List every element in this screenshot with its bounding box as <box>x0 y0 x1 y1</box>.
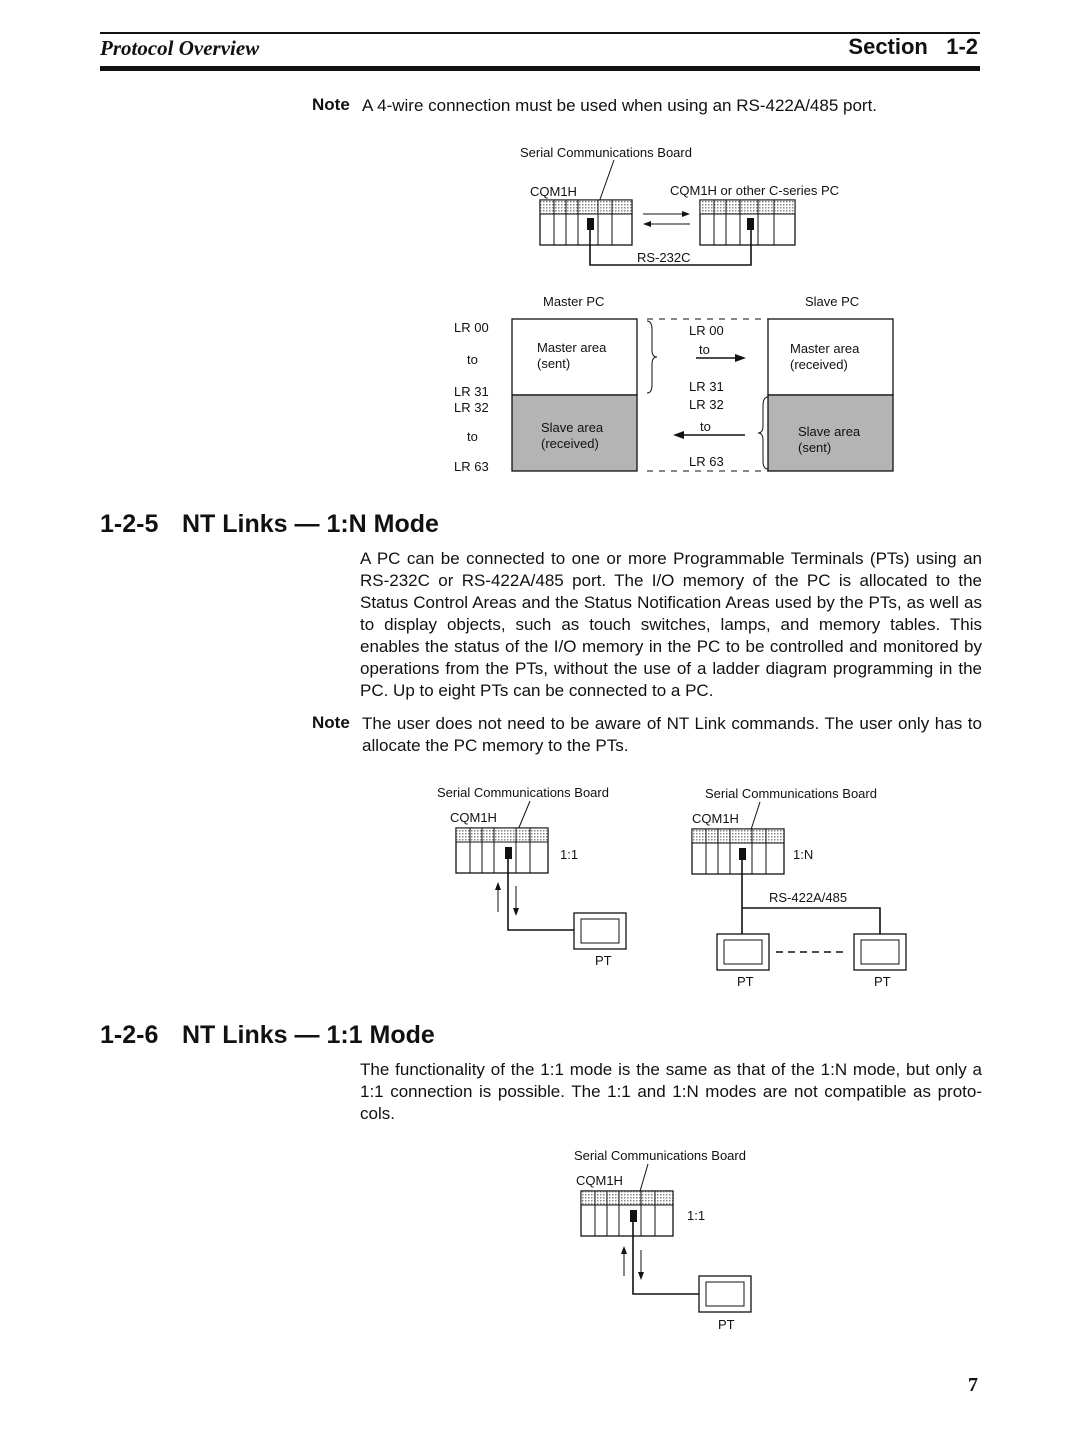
section-125-heading <box>100 510 439 539</box>
section-125-number: 1-2-5 <box>100 510 159 538</box>
fig2-cqm1h-right-icon <box>692 829 784 874</box>
fig2-pt-left-icon <box>574 913 626 949</box>
slave-pc-sent: (sent) <box>798 440 832 455</box>
mid-lr00: LR 00 <box>689 323 724 338</box>
master-pc-sent: (sent) <box>537 356 571 371</box>
fig2-pt-right-2-icon <box>854 934 906 970</box>
section-126-heading <box>100 1021 435 1050</box>
page-number: 7 <box>968 1374 978 1396</box>
fig2-pt-left: PT <box>595 953 612 968</box>
fig2-pt-right-2: PT <box>874 974 891 989</box>
left-to-2: to <box>467 429 478 444</box>
cqm1h-left-unit-icon <box>540 200 632 245</box>
left-lr31: LR 31 <box>454 384 489 399</box>
fig2-cqm-right: CQM1H <box>692 811 739 826</box>
section-126-number: 1-2-6 <box>100 1021 159 1049</box>
note-text: A 4-wire connection must be used when using an RS-422A/485 port. <box>362 96 878 115</box>
bidirectional-arrow-icon <box>643 211 690 227</box>
fig3-board-label: Serial Communications Board <box>574 1148 746 1163</box>
mid-to-2: to <box>700 419 711 434</box>
fig1-right-pc-label: CQM1H or other C-series PC <box>670 183 840 198</box>
mid-lr63: LR 63 <box>689 454 724 469</box>
fig1-cable-label: RS-232C <box>637 250 691 265</box>
fig2-left-updown-arrow-icon <box>495 882 519 916</box>
fig3-cqm: CQM1H <box>576 1173 623 1188</box>
fig1-board-label: Serial Communications Board <box>520 145 692 160</box>
mid-lr31: LR 31 <box>689 379 724 394</box>
slave-pc-received: (received) <box>790 357 848 372</box>
mid-to-1: to <box>699 342 710 357</box>
fig3-mode: 1:1 <box>687 1208 706 1223</box>
section-125-paragraph: A PC can be connected to one or more Programmable Terminals (PTs) using an RS-232C or RS-422A/485 port. The I/O memory of the PC is allocated to the Status Control Areas and the Status Notification Areas used by the PTs, as well as to display objects, such as touch switches, lamps, and memory tables. This enables the status of the I/O memory in the PC to be controlled and monitored by operations from the PTs, without the use of a ladder diagram programming in the PC. Up to eight PTs can be connected to a PC. <box>360 549 982 700</box>
slave-pc-slave-area: Slave area <box>798 424 861 439</box>
master-pc-slave-area: Slave area <box>541 420 604 435</box>
left-lr00: LR 00 <box>454 320 489 335</box>
fig2-cable-label: RS-422A/485 <box>769 890 848 905</box>
master-pc-label: Master PC <box>543 294 605 309</box>
left-to-1: to <box>467 352 478 367</box>
fig2-mode-right: 1:N <box>793 847 814 862</box>
fig1-left-pc-label: CQM1H <box>530 184 577 199</box>
section-125-title: NT Links — 1:N Mode <box>182 510 439 538</box>
master-pc-master-area: Master area <box>537 340 607 355</box>
master-pc-received: (received) <box>541 436 599 451</box>
section-125-note-label: Note <box>312 713 350 732</box>
figure-pc-link-diagram <box>0 0 1080 500</box>
figure-nt-links-11 <box>0 1140 1080 1340</box>
fig2-pt-right-1: PT <box>737 974 754 989</box>
cqm1h-right-unit-icon <box>700 200 795 245</box>
slave-pc-master-area: Master area <box>790 341 860 356</box>
fig2-cqm-left: CQM1H <box>450 810 497 825</box>
header-section: Section 1-2 <box>848 34 978 59</box>
fig2-mode-left: 1:1 <box>560 847 579 862</box>
left-lr32: LR 32 <box>454 400 489 415</box>
fig2-board-label-right: Serial Communications Board <box>705 786 877 801</box>
fig3-cqm1h-icon <box>581 1191 673 1236</box>
mid-lr32: LR 32 <box>689 397 724 412</box>
fig3-pt-icon <box>699 1276 751 1312</box>
fig2-cqm1h-left-icon <box>456 828 548 873</box>
fig2-pt-right-1-icon <box>717 934 769 970</box>
section-125-note-text: The user does not need to be aware of NT Link commands. The user only has to allocate the PC memory to the PTs. <box>362 714 982 755</box>
left-lr63: LR 63 <box>454 459 489 474</box>
slave-pc-label: Slave PC <box>805 294 860 309</box>
fig3-pt: PT <box>718 1317 735 1332</box>
header-title: Protocol Overview <box>100 36 260 60</box>
fig2-board-label-left: Serial Communications Board <box>437 785 609 800</box>
figure-nt-links-1n <box>0 770 1080 1000</box>
note-label: Note <box>312 95 350 114</box>
section-126-paragraph: The functionality of the 1:1 mode is the same as that of the 1:N mode, but only a 1:1 connection is possible. The 1:1 and 1:N modes are not compatible as proto-cols. <box>360 1060 982 1123</box>
section-126-title: NT Links — 1:1 Mode <box>182 1021 435 1049</box>
